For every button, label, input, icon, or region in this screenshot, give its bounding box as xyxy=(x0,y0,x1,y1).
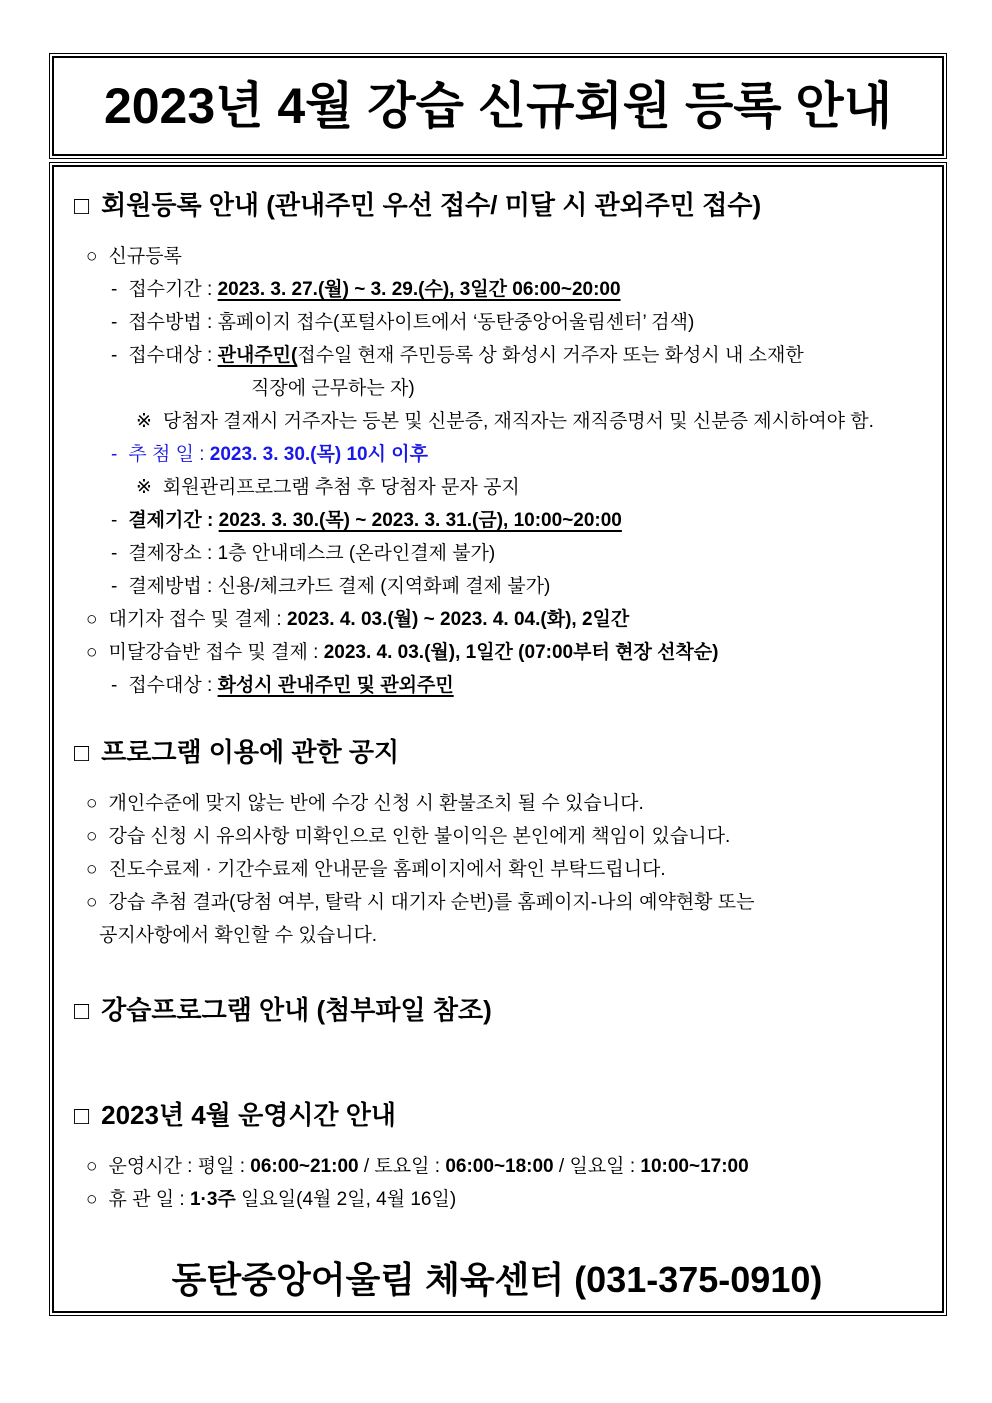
square-bullet-icon: □ xyxy=(74,192,90,220)
section-heading-text: 프로그램 이용에 관한 공지 xyxy=(101,737,400,767)
text-segment: 접수대상 : xyxy=(128,345,218,366)
text-line xyxy=(74,1183,920,1216)
text-segment: 접수일 현재 주민등록 상 화성시 거주자 또는 화성시 내 소재한 xyxy=(297,345,804,366)
text-segment: 2023. 4. 03.(월), 1일간 (07:00부터 현장 선착순) xyxy=(323,642,719,663)
text-line xyxy=(74,471,920,504)
circle-bullet-icon: ○ xyxy=(86,793,98,814)
circle-bullet-icon: ○ xyxy=(86,1156,98,1177)
square-bullet-icon: □ xyxy=(74,739,90,767)
section-member-registration xyxy=(74,185,920,702)
text-segment: 회원관리프로그램 추첨 후 당첨자 문자 공지 xyxy=(162,477,520,498)
text-segment: 개인수준에 맞지 않는 반에 수강 신청 시 환불조치 될 수 있습니다. xyxy=(108,793,644,814)
text-segment: 당첨자 결재시 거주자는 등본 및 신분증, 재직자는 재직증명서 및 신분증 제시하여야 함. xyxy=(162,411,874,432)
circle-bullet-icon: ○ xyxy=(86,609,98,630)
circle-bullet-icon: ○ xyxy=(86,1189,98,1210)
title-box xyxy=(49,53,947,159)
text-segment: 결제기간 : xyxy=(128,510,219,531)
text-line xyxy=(74,240,920,273)
footer-contact: 동탄중앙어울림 체육센터 (031-375-0910) xyxy=(171,1259,823,1300)
text-segment: 관내주민( xyxy=(217,345,298,366)
text-line xyxy=(74,570,920,603)
section-heading xyxy=(74,1095,920,1136)
text-line xyxy=(74,438,920,471)
text-segment: 06:00~18:00 xyxy=(445,1156,554,1177)
content-box xyxy=(49,162,947,1316)
text-segment: 대기자 접수 및 결제 : xyxy=(108,609,287,630)
content-sections xyxy=(74,185,920,1216)
text-line xyxy=(74,1150,920,1183)
text-segment: 06:00~21:00 xyxy=(250,1156,359,1177)
section-heading-text: 강습프로그램 안내 (첨부파일 참조) xyxy=(101,995,492,1025)
text-segment: 직장에 근무하는 자) xyxy=(251,378,415,399)
text-line xyxy=(74,372,920,405)
text-segment: 강습 추첨 결과(당첨 여부, 탈락 시 대기자 순번)를 홈페이지-나의 예약현황 또는 xyxy=(108,892,755,913)
circle-bullet-icon: ○ xyxy=(86,826,98,847)
section-heading xyxy=(74,990,920,1031)
section-operating-hours xyxy=(74,1095,920,1216)
dash-bullet-icon: - xyxy=(111,543,118,564)
circle-bullet-icon: ○ xyxy=(86,246,98,267)
section-heading xyxy=(74,732,920,773)
text-line xyxy=(74,853,920,886)
text-segment: 결제장소 : 1층 안내데스크 (온라인결제 불가) xyxy=(128,543,496,564)
text-line xyxy=(74,273,920,306)
circle-bullet-icon: ○ xyxy=(86,642,98,663)
square-bullet-icon: □ xyxy=(74,1102,90,1130)
section-heading-text: 회원등록 안내 (관내주민 우선 접수/ 미달 시 관외주민 접수) xyxy=(101,190,762,220)
section-program-notice xyxy=(74,732,920,952)
text-segment: 일요일(4월 2일, 4월 16일) xyxy=(235,1189,457,1210)
section-heading-text: 2023년 4월 운영시간 안내 xyxy=(101,1100,397,1130)
text-line xyxy=(74,405,920,438)
text-segment: 휴 관 일 : xyxy=(108,1189,190,1210)
content-box-inner xyxy=(52,165,944,1313)
text-segment: 2023. 3. 30.(목) 10시 이후 xyxy=(209,444,428,465)
document-title: 2023년 4월 강습 신규회원 등록 안내 xyxy=(103,78,893,134)
text-line xyxy=(74,886,920,919)
text-line xyxy=(74,603,920,636)
text-segment: 미달강습반 접수 및 결제 : xyxy=(108,642,324,663)
dash-bullet-icon: - xyxy=(111,675,118,696)
circle-bullet-icon: ○ xyxy=(86,859,98,880)
dash-bullet-icon: - xyxy=(111,345,118,366)
text-segment: 결제방법 : 신용/체크카드 결제 (지역화폐 결제 불가) xyxy=(128,576,551,597)
text-segment: 1·3주 xyxy=(189,1189,236,1210)
section-program-guide xyxy=(74,990,920,1031)
section-heading xyxy=(74,185,920,226)
notice-document xyxy=(49,53,947,1316)
text-line xyxy=(74,636,920,669)
text-line xyxy=(74,669,920,702)
text-segment: 화성시 관내주민 및 관외주민 xyxy=(217,675,454,696)
dash-bullet-icon: - xyxy=(111,312,118,333)
dash-bullet-icon: - xyxy=(111,444,118,465)
text-line xyxy=(74,537,920,570)
text-segment: 신규등록 xyxy=(108,246,182,267)
text-segment: 2023. 3. 27.(월) ~ 3. 29.(수), 3일간 06:00~20:00 xyxy=(217,279,621,300)
text-segment: 접수기간 : xyxy=(128,279,218,300)
text-segment: 진도수료제 · 기간수료제 안내문을 홈페이지에서 확인 부탁드립니다. xyxy=(108,859,666,880)
text-segment: 접수방법 : 홈페이지 접수(포털사이트에서 ‘동탄중앙어울림센터’ 검색) xyxy=(128,312,695,333)
text-segment: 운영시간 : 평일 : xyxy=(108,1156,251,1177)
text-segment: 10:00~17:00 xyxy=(640,1156,749,1177)
text-segment: 강습 신청 시 유의사항 미확인으로 인한 불이익은 본인에게 책임이 있습니다. xyxy=(108,826,731,847)
text-line xyxy=(74,919,920,952)
square-bullet-icon: □ xyxy=(74,997,90,1025)
text-line xyxy=(74,820,920,853)
text-segment: / 일요일 : xyxy=(553,1156,641,1177)
text-segment: 접수대상 : xyxy=(128,675,218,696)
text-segment: 공지사항에서 확인할 수 있습니다. xyxy=(99,925,378,946)
text-segment: 2023. 3. 30.(목) ~ 2023. 3. 31.(금), 10:00~20:00 xyxy=(218,510,622,531)
dash-bullet-icon: - xyxy=(111,576,118,597)
text-line xyxy=(74,504,920,537)
text-line xyxy=(74,339,920,372)
circle-bullet-icon: ○ xyxy=(86,892,98,913)
note-bullet-icon: ※ xyxy=(136,411,152,432)
text-segment: 추 첨 일 : xyxy=(128,444,210,465)
dash-bullet-icon: - xyxy=(111,279,118,300)
text-segment: 2023. 4. 03.(월) ~ 2023. 4. 04.(화), 2일간 xyxy=(287,609,630,630)
title-box-inner xyxy=(52,56,944,156)
text-segment: / 토요일 : xyxy=(358,1156,446,1177)
text-line xyxy=(74,306,920,339)
note-bullet-icon: ※ xyxy=(136,477,152,498)
dash-bullet-icon: - xyxy=(111,510,118,531)
text-line xyxy=(74,787,920,820)
